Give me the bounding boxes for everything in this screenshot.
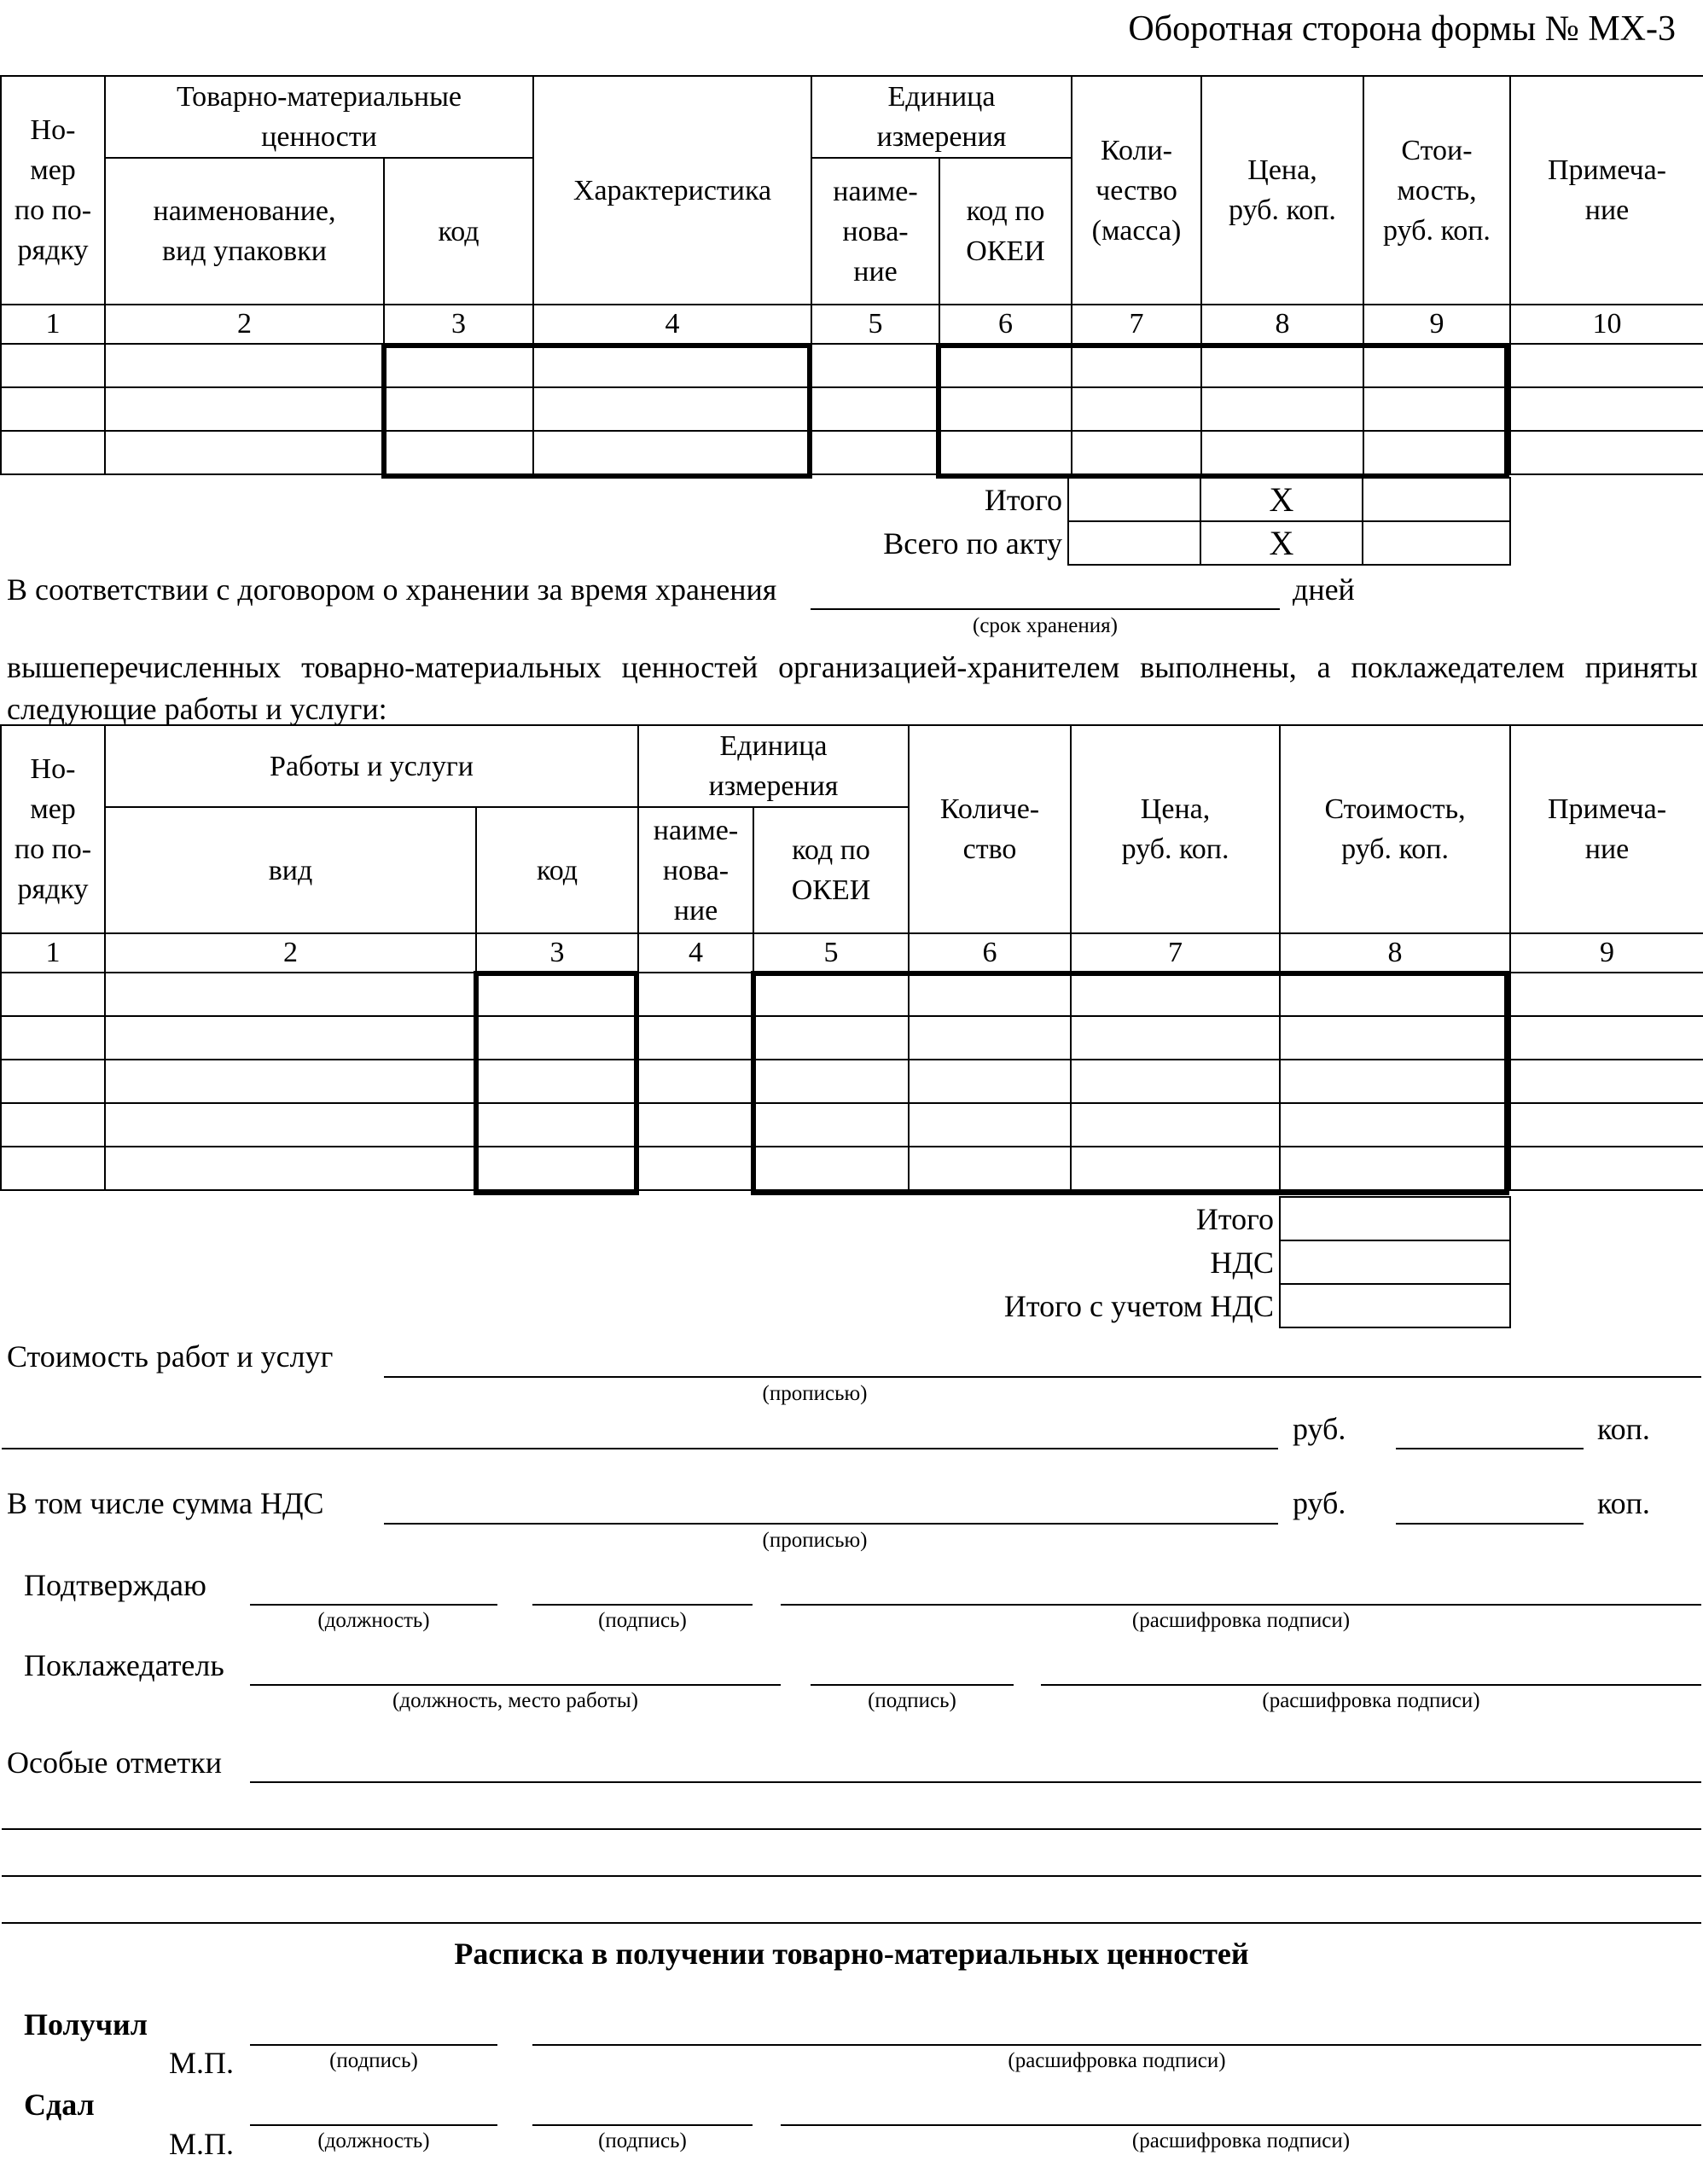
goods-col-number: 6: [939, 305, 1072, 344]
goods-cell[interactable]: [384, 431, 533, 474]
goods-header-tmc: Товарно-материальные ценности: [105, 76, 533, 158]
received-stamp-label: М.П.: [169, 2046, 235, 2080]
services-cell[interactable]: [105, 973, 476, 1016]
services-cell[interactable]: [1071, 1060, 1280, 1103]
services-cell[interactable]: [638, 973, 753, 1016]
cost-rub-label: руб.: [1293, 1412, 1346, 1446]
goods-cell[interactable]: [384, 344, 533, 387]
services-cell[interactable]: [753, 973, 909, 1016]
goods-header-price: Цена, руб. коп.: [1201, 76, 1363, 305]
goods-cell[interactable]: [939, 344, 1072, 387]
cost-kop-line[interactable]: [1396, 1448, 1584, 1449]
goods-cell[interactable]: [1510, 431, 1703, 474]
table-row: [1, 387, 1703, 431]
goods-cell[interactable]: [1363, 344, 1510, 387]
services-col-number: 7: [1071, 933, 1280, 973]
confirm-label: Подтверждаю: [24, 1568, 206, 1602]
vat-rub-label: руб.: [1293, 1486, 1346, 1520]
goods-cell[interactable]: [1201, 344, 1363, 387]
goods-cell[interactable]: [1, 431, 105, 474]
services-cell[interactable]: [1, 1103, 105, 1147]
services-cell[interactable]: [638, 1060, 753, 1103]
services-cell[interactable]: [909, 1103, 1071, 1147]
goods-header-code: код: [384, 158, 533, 305]
services-col-number: 6: [909, 933, 1071, 973]
special-line-3[interactable]: [2, 1875, 1701, 1877]
services-cell[interactable]: [105, 1060, 476, 1103]
goods-cell[interactable]: [533, 431, 811, 474]
goods-total-price-x: X: [1200, 478, 1363, 521]
goods-header-quantity: Коли- чество (масса): [1072, 76, 1201, 305]
goods-header-number: Но- мер по по- рядку: [1, 76, 105, 305]
services-cell[interactable]: [1, 1147, 105, 1190]
depositor-decode-line[interactable]: [1041, 1684, 1701, 1686]
depositor-position-line[interactable]: [250, 1684, 781, 1686]
services-header-code: код: [476, 807, 638, 933]
services-header-cost: Стоимость, руб. коп.: [1280, 725, 1510, 933]
special-line-4[interactable]: [2, 1922, 1701, 1924]
depositor-label: Поклажедатель: [24, 1648, 224, 1682]
services-cell[interactable]: [753, 1147, 909, 1190]
goods-col-number: 10: [1510, 305, 1703, 344]
goods-cell[interactable]: [533, 344, 811, 387]
goods-total-label: Итого: [984, 482, 1062, 517]
goods-total-cost[interactable]: [1363, 478, 1510, 521]
services-cell[interactable]: [1071, 1103, 1280, 1147]
special-line-1[interactable]: [250, 1781, 1701, 1783]
depositor-decode-caption: (расшифровка подписи): [1262, 1689, 1480, 1712]
received-decode-line[interactable]: [532, 2044, 1701, 2046]
services-cell[interactable]: [105, 1103, 476, 1147]
goods-cell[interactable]: [1, 344, 105, 387]
services-header-number: Но- мер по по- рядку: [1, 725, 105, 933]
table-row: [1, 344, 1703, 387]
goods-col-number: 9: [1363, 305, 1510, 344]
goods-col-number: 2: [105, 305, 384, 344]
goods-cell[interactable]: [1363, 431, 1510, 474]
storage-suffix: дней: [1293, 572, 1355, 607]
services-header-note: Примеча- ние: [1510, 725, 1703, 933]
services-col-number: 5: [753, 933, 909, 973]
services-cell[interactable]: [476, 1016, 638, 1060]
goods-grand-total-cost[interactable]: [1363, 521, 1510, 565]
handed-label: Сдал: [24, 2088, 95, 2122]
services-cell[interactable]: [909, 1016, 1071, 1060]
confirm-position-caption: (должность): [317, 1609, 430, 1632]
services-header-price: Цена, руб. коп.: [1071, 725, 1280, 933]
services-total-with-vat-value[interactable]: [1280, 1284, 1510, 1327]
goods-col-number: 7: [1072, 305, 1201, 344]
vat-label: В том числе сумма НДС: [7, 1486, 324, 1520]
goods-totals: [853, 477, 1511, 566]
services-cell[interactable]: [476, 973, 638, 1016]
services-cell[interactable]: [638, 1147, 753, 1190]
depositor-position-caption: (должность, место работы): [392, 1689, 638, 1712]
services-header-kind: вид: [105, 807, 476, 933]
goods-header-okei: код по ОКЕИ: [939, 158, 1072, 305]
table-row: [1, 1016, 1703, 1060]
services-cell[interactable]: [1071, 1016, 1280, 1060]
vat-kop-line[interactable]: [1396, 1523, 1584, 1525]
goods-header-characteristic: Характеристика: [533, 76, 811, 305]
services-cell[interactable]: [909, 973, 1071, 1016]
goods-grand-total-price-x: X: [1200, 521, 1363, 565]
services-cell[interactable]: [476, 1103, 638, 1147]
receipt-title: Расписка в получении товарно-материальных ценностей: [454, 1937, 1249, 1971]
services-header-works: Работы и услуги: [105, 725, 638, 807]
goods-col-number: 4: [533, 305, 811, 344]
services-cell[interactable]: [1, 1016, 105, 1060]
services-col-number: 8: [1280, 933, 1510, 973]
services-cell[interactable]: [753, 1103, 909, 1147]
cost-kop-label: коп.: [1597, 1412, 1650, 1446]
form-title: Оборотная сторона формы № МХ-3: [1128, 9, 1676, 49]
services-cell[interactable]: [909, 1147, 1071, 1190]
cost-words-caption: (прописью): [762, 1382, 868, 1405]
handed-signature-line[interactable]: [532, 2124, 753, 2126]
table-row: [1, 1147, 1703, 1190]
vat-words-line[interactable]: [384, 1523, 1278, 1525]
services-header-okei: код по ОКЕИ: [753, 807, 909, 933]
goods-table: [0, 75, 1703, 475]
services-cell[interactable]: [476, 1060, 638, 1103]
services-cell[interactable]: [1510, 973, 1703, 1016]
goods-cell[interactable]: [939, 387, 1072, 431]
services-cell[interactable]: [1280, 1103, 1510, 1147]
services-total-with-vat-label: Итого с учетом НДС: [1003, 1288, 1274, 1323]
goods-cell[interactable]: [1510, 387, 1703, 431]
received-signature-line[interactable]: [250, 2044, 497, 2046]
storage-period-line[interactable]: [811, 608, 1280, 610]
services-header-quantity: Количе- ство: [909, 725, 1071, 933]
services-vat-value[interactable]: [1280, 1240, 1510, 1284]
goods-total-quantity[interactable]: [1068, 478, 1200, 521]
storage-paragraph: вышеперечисленных товарно-материальных ценностей организацией-хранителем выполнены, а поклажедателем приняты следующие работы и услуги:: [7, 650, 1698, 726]
goods-col-number: 1: [1, 305, 105, 344]
goods-cell[interactable]: [811, 431, 939, 474]
goods-header-unit-name: наиме- нова- ние: [811, 158, 939, 305]
special-label: Особые отметки: [7, 1745, 222, 1780]
confirm-decode-line[interactable]: [781, 1604, 1701, 1606]
services-cell[interactable]: [909, 1060, 1071, 1103]
goods-cell[interactable]: [1072, 387, 1201, 431]
services-col-number: 3: [476, 933, 638, 973]
services-header-unit: Единица измерения: [638, 725, 909, 807]
vat-words-caption: (прописью): [762, 1529, 868, 1552]
goods-col-number: 8: [1201, 305, 1363, 344]
cost-words-line-2[interactable]: [2, 1448, 1278, 1449]
services-cell[interactable]: [1071, 973, 1280, 1016]
storage-period-caption: (срок хранения): [973, 614, 1118, 637]
handed-position-line[interactable]: [250, 2124, 497, 2126]
handed-decode-caption: (расшифровка подписи): [1131, 2129, 1351, 2152]
handed-signature-caption: (подпись): [598, 2129, 687, 2152]
handed-stamp-label: М.П.: [169, 2127, 235, 2161]
services-cell[interactable]: [105, 1016, 476, 1060]
table-row: [1, 431, 1703, 474]
services-vat-label: НДС: [1210, 1245, 1274, 1280]
special-line-2[interactable]: [2, 1828, 1701, 1830]
table-row: [1, 1103, 1703, 1147]
goods-cell[interactable]: [1, 387, 105, 431]
goods-cell[interactable]: [939, 431, 1072, 474]
goods-cell[interactable]: [105, 431, 384, 474]
goods-cell[interactable]: [384, 387, 533, 431]
services-total-value[interactable]: [1280, 1197, 1510, 1240]
services-totals: [853, 1196, 1511, 1328]
goods-header-note: Примеча- ние: [1510, 76, 1703, 305]
goods-cell[interactable]: [533, 387, 811, 431]
goods-cell[interactable]: [1201, 431, 1363, 474]
cost-words-line[interactable]: [384, 1376, 1701, 1378]
depositor-signature-caption: (подпись): [868, 1689, 956, 1712]
goods-header-cost: Стои- мость, руб. коп.: [1363, 76, 1510, 305]
services-cell[interactable]: [1510, 1016, 1703, 1060]
services-cell[interactable]: [1280, 1147, 1510, 1190]
goods-cell[interactable]: [811, 387, 939, 431]
table-row: [1, 973, 1703, 1016]
confirm-decode-caption: (расшифровка подписи): [1131, 1609, 1351, 1632]
goods-grand-total-label: Всего по акту: [883, 526, 1062, 561]
services-col-number: 9: [1510, 933, 1703, 973]
goods-col-number: 3: [384, 305, 533, 344]
services-cell[interactable]: [1510, 1147, 1703, 1190]
goods-col-number: 5: [811, 305, 939, 344]
goods-cell[interactable]: [1201, 387, 1363, 431]
confirm-position-line[interactable]: [250, 1604, 497, 1606]
confirm-signature-caption: (подпись): [598, 1609, 687, 1632]
confirm-signature-line[interactable]: [532, 1604, 753, 1606]
goods-cell[interactable]: [1363, 387, 1510, 431]
services-col-number: 4: [638, 933, 753, 973]
services-cell[interactable]: [1280, 973, 1510, 1016]
goods-cell[interactable]: [1072, 431, 1201, 474]
table-row: [1, 1060, 1703, 1103]
services-cell[interactable]: [638, 1016, 753, 1060]
services-cell[interactable]: [476, 1147, 638, 1190]
goods-cell[interactable]: [105, 344, 384, 387]
services-total-label: Итого: [1195, 1201, 1274, 1236]
storage-prefix: В соответствии с договором о хранении за время хранения: [7, 572, 777, 607]
services-cell[interactable]: [753, 1060, 909, 1103]
goods-header-unit: Единица измерения: [811, 76, 1072, 158]
services-cell[interactable]: [1, 973, 105, 1016]
services-cell[interactable]: [638, 1103, 753, 1147]
depositor-signature-line[interactable]: [811, 1684, 1014, 1686]
goods-cell[interactable]: [105, 387, 384, 431]
services-cell[interactable]: [1510, 1060, 1703, 1103]
cost-label: Стоимость работ и услуг: [7, 1339, 334, 1374]
services-cell[interactable]: [1, 1060, 105, 1103]
received-signature-caption: (подпись): [329, 2049, 418, 2072]
services-cell[interactable]: [1280, 1016, 1510, 1060]
services-header-unit-name: наиме- нова- ние: [638, 807, 753, 933]
services-cell[interactable]: [1280, 1060, 1510, 1103]
received-label: Получил: [24, 2007, 148, 2042]
services-cell[interactable]: [1510, 1103, 1703, 1147]
services-col-number: 1: [1, 933, 105, 973]
goods-grand-total-quantity[interactable]: [1068, 521, 1200, 565]
services-table: [0, 724, 1703, 1191]
services-cell[interactable]: [1071, 1147, 1280, 1190]
services-cell[interactable]: [105, 1147, 476, 1190]
services-col-number: 2: [105, 933, 476, 973]
services-cell[interactable]: [753, 1016, 909, 1060]
goods-cell[interactable]: [1072, 344, 1201, 387]
goods-cell[interactable]: [811, 344, 939, 387]
handed-decode-line[interactable]: [781, 2124, 1701, 2126]
goods-header-name: наименование, вид упаковки: [105, 158, 384, 305]
handed-position-caption: (должность): [317, 2129, 430, 2152]
vat-kop-label: коп.: [1597, 1486, 1650, 1520]
received-decode-caption: (расшифровка подписи): [1008, 2049, 1226, 2072]
goods-cell[interactable]: [1510, 344, 1703, 387]
